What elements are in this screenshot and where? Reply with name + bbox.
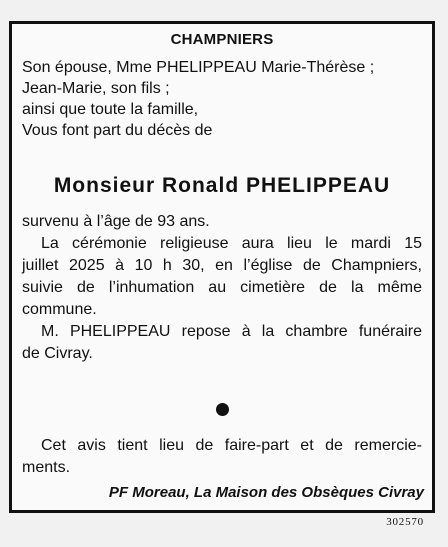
family-line: Vous font part du décès de [22, 122, 213, 139]
reference-number: 302570 [386, 516, 424, 528]
funeral-home: PF Moreau, La Maison des Obsèques Civray [108, 484, 424, 501]
age-line: survenu à l’âge de 93 ans. [22, 213, 210, 230]
family-line: Son épouse, Mme PHELIPPEAU Marie-Thérèse ; [22, 59, 375, 76]
ceremony-line: juillet 2025 à 10 h 30, en l’église de Champniers, [22, 257, 422, 274]
closing-line: ments. [22, 459, 71, 476]
ceremony-line: suivie de l’inhumation au cimetière de la même [22, 279, 422, 296]
separator-bullet [216, 403, 229, 416]
rest-line: de Civray. [22, 345, 93, 362]
family-line: ainsi que toute la famille, [22, 101, 199, 118]
rest-line: M. PHELIPPEAU repose à la chambre funéraire [41, 323, 422, 340]
closing-line: Cet avis tient lieu de faire-part et de remercie- [41, 437, 422, 454]
town-heading: CHAMPNIERS [170, 31, 274, 48]
family-line: Jean-Marie, son fils ; [22, 80, 170, 97]
ceremony-line: La cérémonie religieuse aura lieu le mardi 15 [41, 235, 422, 252]
ceremony-line: commune. [22, 301, 97, 318]
deceased-name: Monsieur Ronald PHELIPPEAU [53, 174, 391, 197]
death-notice [9, 21, 435, 528]
